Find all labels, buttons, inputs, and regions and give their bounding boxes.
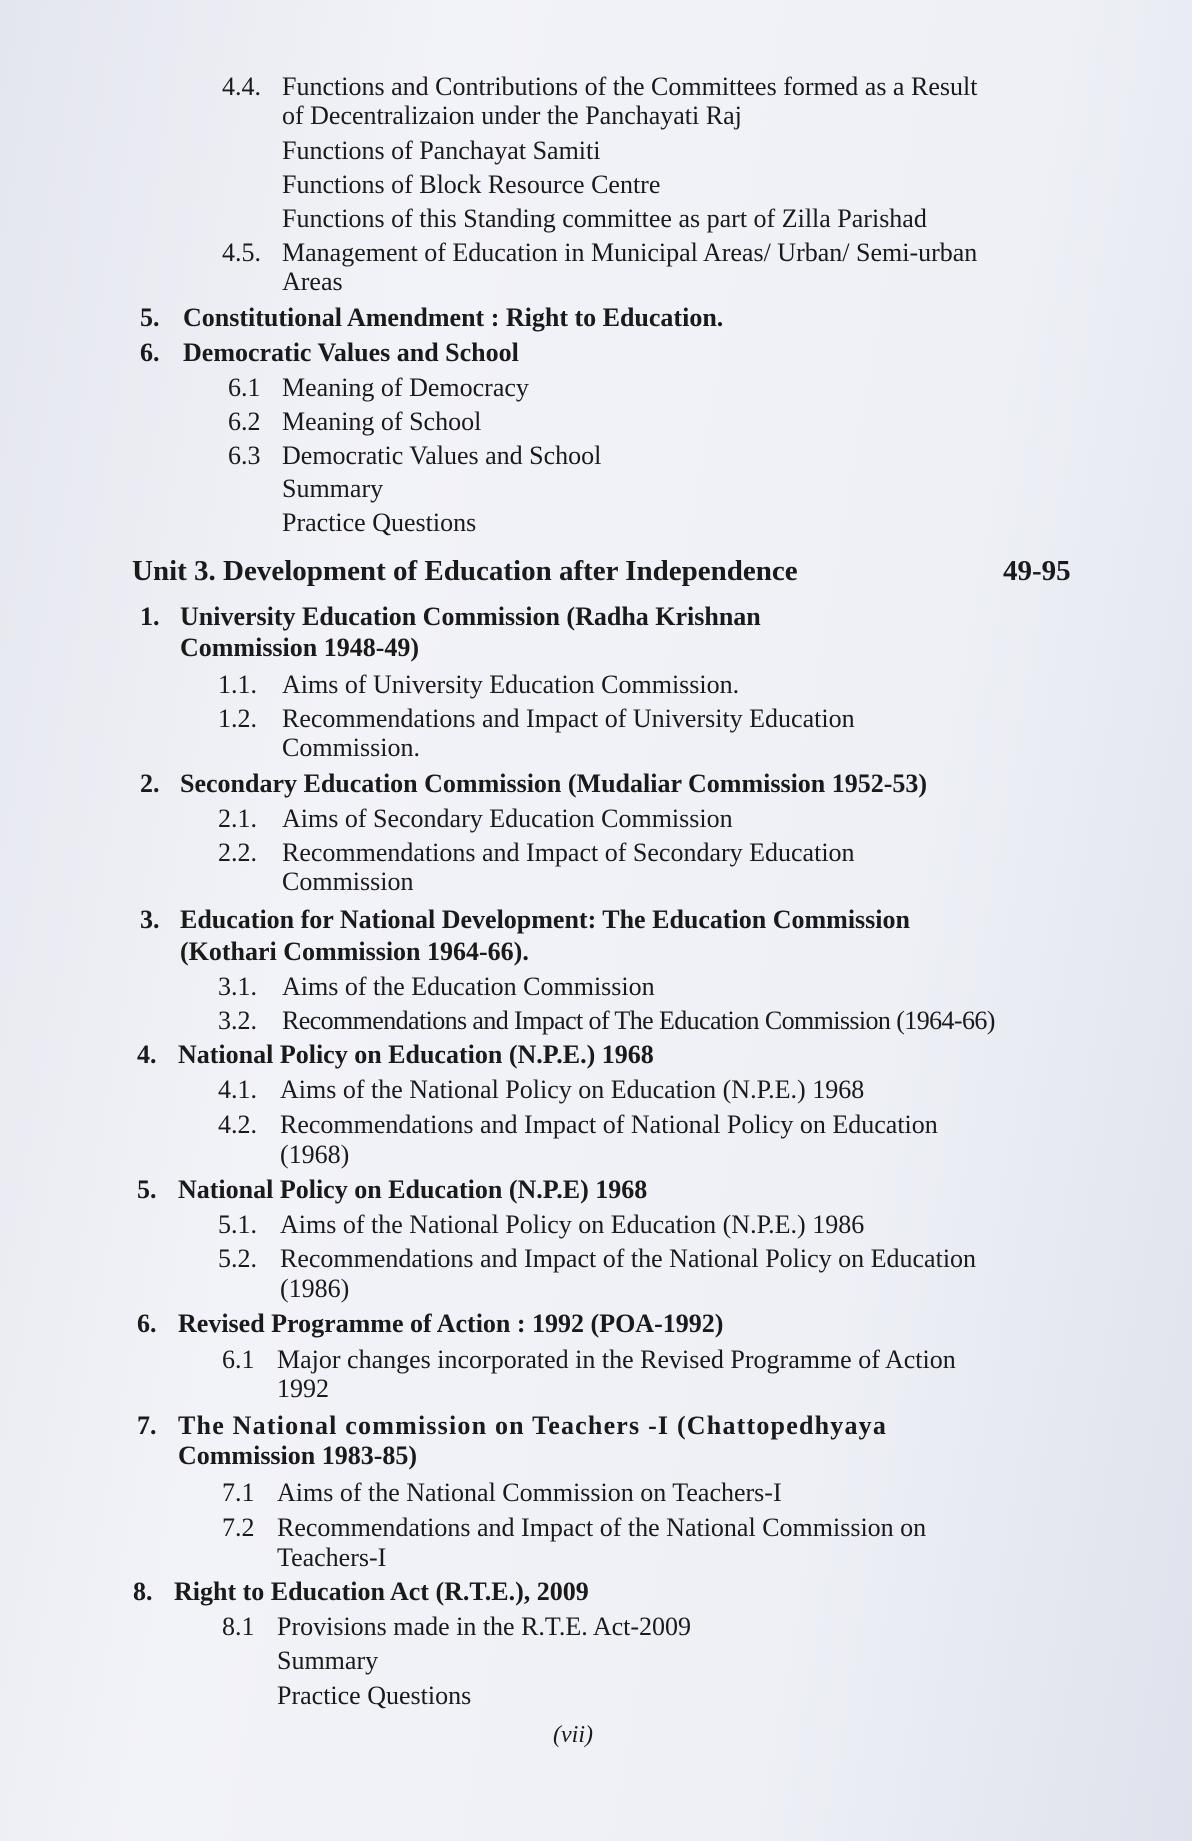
- item-number: 5.1.: [218, 1210, 257, 1239]
- item-text: Functions of Panchayat Samiti: [282, 136, 601, 165]
- item-text: Functions and Contributions of the Committees formed as a Result: [282, 72, 978, 101]
- item-number: 6.1: [222, 1345, 255, 1374]
- item-number: 8.1: [222, 1612, 255, 1641]
- section-title: Commission 1948-49): [180, 633, 420, 662]
- item-number: 4.1.: [218, 1075, 257, 1104]
- section-title: Constitutional Amendment : Right to Education.: [183, 303, 724, 332]
- section-number: 1.: [140, 602, 160, 631]
- item-text: Functions of this Standing committee as part of Zilla Parishad: [282, 204, 927, 233]
- item-text: Aims of the National Policy on Education (N.P.E.) 1968: [280, 1075, 865, 1104]
- item-number: 4.4.: [222, 72, 261, 101]
- item-text: Aims of the Education Commission: [282, 972, 655, 1001]
- practice-questions-label: Practice Questions: [277, 1681, 472, 1710]
- item-text: Aims of Secondary Education Commission: [282, 804, 733, 833]
- section-title: National Policy on Education (N.P.E) 1968: [178, 1175, 648, 1204]
- summary-label: Summary: [282, 474, 384, 503]
- section-title: The National commission on Teachers -I (Chattopedhyaya: [178, 1411, 888, 1440]
- item-text: Areas: [282, 267, 343, 296]
- summary-label: Summary: [277, 1646, 379, 1675]
- item-text: Teachers-I: [277, 1543, 387, 1572]
- item-text: Recommendations and Impact of the National Policy on Education: [280, 1244, 977, 1273]
- unit-3-title: Unit 3. Development of Education after Independence: [132, 555, 798, 587]
- item-text: Aims of the National Policy on Education (N.P.E.) 1986: [280, 1210, 865, 1239]
- item-number: 6.2: [228, 407, 261, 436]
- item-text: Recommendations and Impact of Secondary Education: [282, 838, 855, 867]
- item-text: Aims of University Education Commission.: [282, 670, 740, 699]
- section-title: Democratic Values and School: [183, 338, 519, 367]
- item-number: 7.2: [222, 1513, 255, 1542]
- item-text: Provisions made in the R.T.E. Act-2009: [277, 1612, 692, 1641]
- section-title: University Education Commission (Radha Krishnan: [180, 602, 761, 631]
- item-text: Democratic Values and School: [282, 441, 602, 470]
- item-number: 6.1: [228, 373, 261, 402]
- item-number: 1.2.: [218, 704, 257, 733]
- item-text: Major changes incorporated in the Revised Programme of Action: [277, 1345, 956, 1374]
- item-number: 1.1.: [218, 670, 257, 699]
- section-title: Revised Programme of Action : 1992 (POA-1992): [178, 1309, 724, 1338]
- item-text: 1992: [277, 1374, 329, 1403]
- item-text: Recommendations and Impact of University Education: [282, 704, 855, 733]
- section-number: 6.: [137, 1309, 157, 1338]
- item-number: 2.2.: [218, 838, 257, 867]
- section-number: 4.: [137, 1040, 157, 1069]
- item-text: Meaning of School: [282, 407, 482, 436]
- item-text: (1986): [280, 1274, 350, 1303]
- section-number: 8.: [133, 1577, 153, 1606]
- item-text: Management of Education in Municipal Areas/ Urban/ Semi-urban: [282, 238, 978, 267]
- section-title: Education for National Development: The Education Commission: [180, 905, 910, 934]
- item-text: Aims of the National Commission on Teachers-I: [277, 1478, 782, 1507]
- item-number: 7.1: [222, 1478, 255, 1507]
- item-number: 4.5.: [222, 238, 261, 267]
- item-number: 4.2.: [218, 1110, 257, 1139]
- item-text: Recommendations and Impact of The Education Commission (1964-66): [282, 1006, 995, 1035]
- section-number: 5.: [137, 1175, 157, 1204]
- page-number: (vii): [553, 1722, 593, 1748]
- section-number: 7.: [137, 1411, 157, 1440]
- section-title: National Policy on Education (N.P.E.) 1968: [178, 1040, 654, 1069]
- section-title: Secondary Education Commission (Mudaliar Commission 1952-53): [180, 769, 928, 798]
- practice-questions-label: Practice Questions: [282, 508, 477, 537]
- section-number: 2.: [140, 769, 160, 798]
- section-number: 6.: [140, 338, 160, 367]
- section-title: Right to Education Act (R.T.E.), 2009: [174, 1577, 589, 1606]
- item-text: Meaning of Democracy: [282, 373, 529, 402]
- section-title: Commission 1983-85): [178, 1441, 418, 1470]
- item-text: Recommendations and Impact of the National Commission on: [277, 1513, 927, 1542]
- item-text: Functions of Block Resource Centre: [282, 170, 661, 199]
- item-number: 3.2.: [218, 1006, 257, 1035]
- section-number: 5.: [140, 303, 160, 332]
- item-number: 3.1.: [218, 972, 257, 1001]
- section-title: (Kothari Commission 1964-66).: [180, 937, 529, 966]
- item-text: Commission: [282, 867, 414, 896]
- item-text: Commission.: [282, 733, 420, 762]
- section-number: 3.: [140, 905, 160, 934]
- item-number: 5.2.: [218, 1244, 257, 1273]
- item-number: 6.3: [228, 441, 261, 470]
- unit-3-pages: 49-95: [1003, 555, 1071, 587]
- item-number: 2.1.: [218, 804, 257, 833]
- item-text: (1968): [280, 1140, 350, 1169]
- item-text: Recommendations and Impact of National Policy on Education: [280, 1110, 938, 1139]
- item-text: of Decentralizaion under the Panchayati Raj: [282, 101, 742, 130]
